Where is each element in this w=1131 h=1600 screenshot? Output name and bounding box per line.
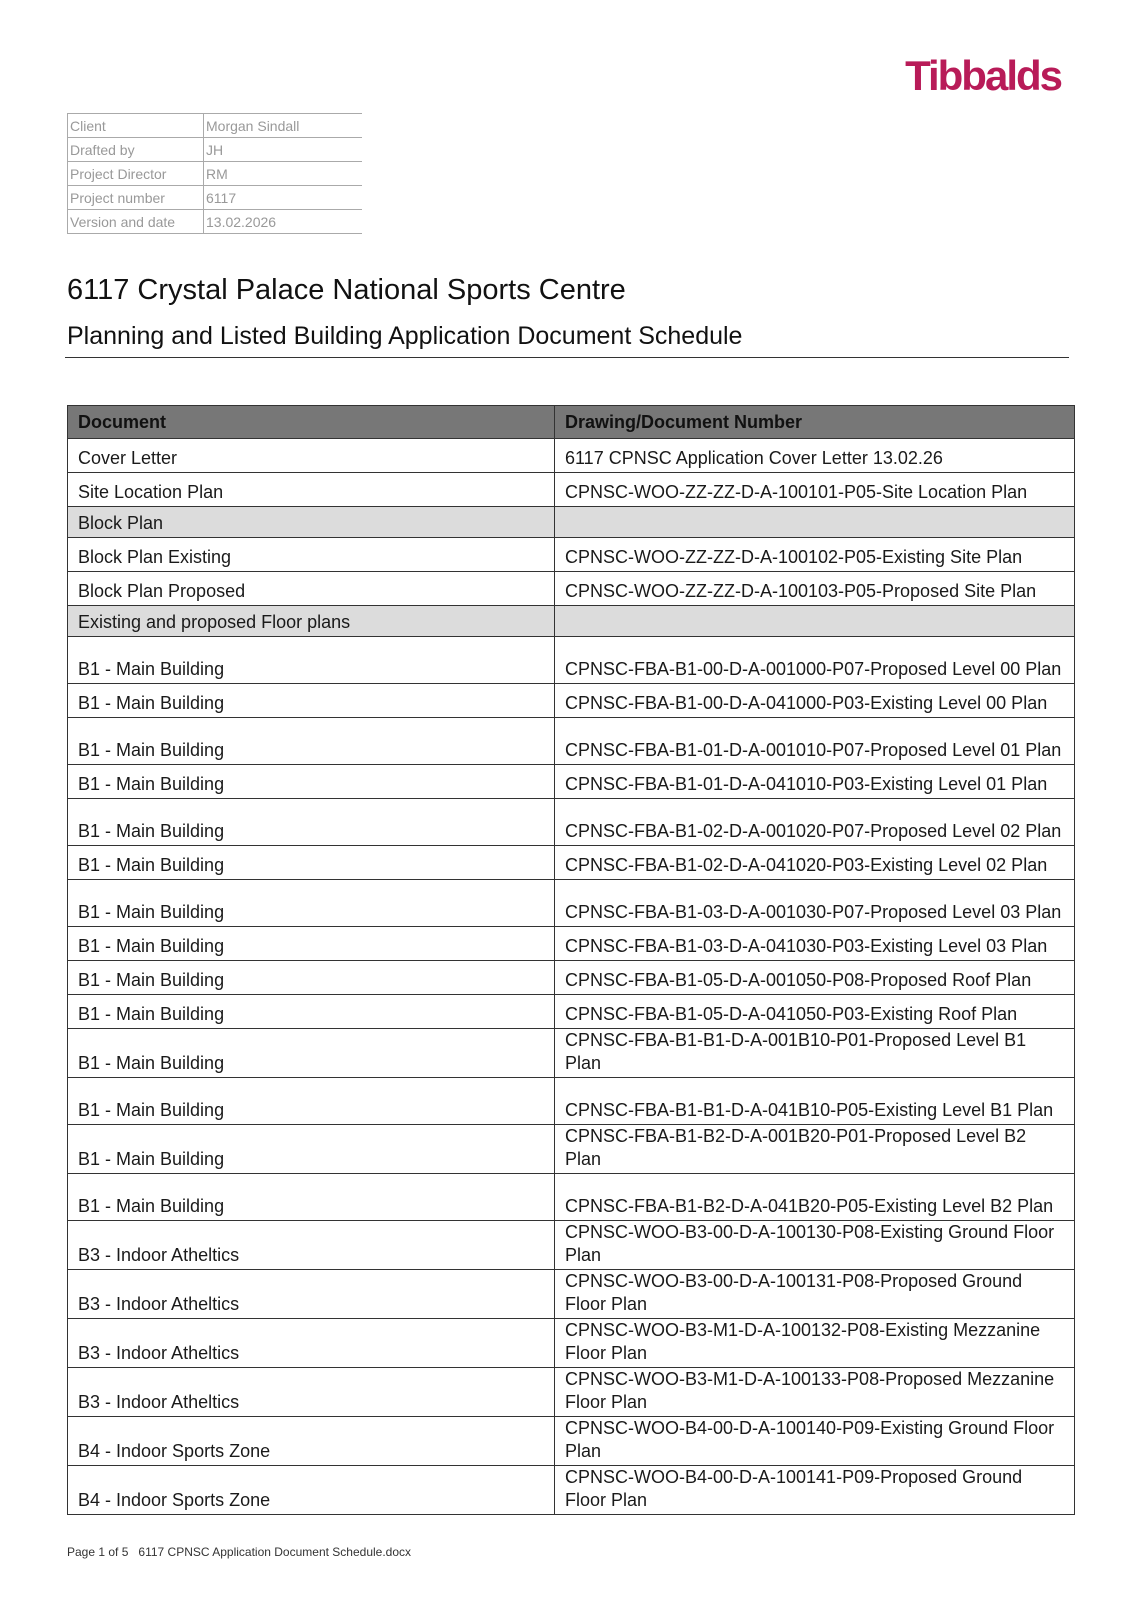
- table-row: [68, 473, 1075, 507]
- project-info-label: Drafted by: [68, 138, 204, 162]
- document-cell: Site Location Plan: [68, 473, 555, 507]
- document-cell: B1 - Main Building: [68, 995, 555, 1029]
- document-number-cell: CPNSC-WOO-ZZ-ZZ-D-A-100103-P05-Proposed Site Plan: [555, 572, 1075, 606]
- document-cell: B1 - Main Building: [68, 1029, 555, 1078]
- page-subtitle: Planning and Listed Building Application Document Schedule: [67, 322, 743, 350]
- project-info-label: Version and date: [68, 210, 204, 234]
- document-cell: B1 - Main Building: [68, 718, 555, 765]
- page-footer: [67, 1545, 411, 1559]
- column-header-number: Drawing/Document Number: [555, 406, 1075, 439]
- project-info-table: [67, 113, 362, 234]
- document-cell: B1 - Main Building: [68, 880, 555, 927]
- table-row: [68, 927, 1075, 961]
- document-cell: B1 - Main Building: [68, 1078, 555, 1125]
- title-divider: [65, 357, 1069, 358]
- document-number-cell: CPNSC-FBA-B1-B2-D-A-041B20-P05-Existing Level B2 Plan: [555, 1174, 1075, 1221]
- document-number-cell: [555, 507, 1075, 538]
- document-cell: B1 - Main Building: [68, 1174, 555, 1221]
- document-cell: Block Plan Proposed: [68, 572, 555, 606]
- table-row: [68, 1466, 1075, 1515]
- document-number-cell: CPNSC-FBA-B1-B1-D-A-001B10-P01-Proposed Level B1 Plan: [555, 1029, 1075, 1078]
- project-info-label: Client: [68, 114, 204, 138]
- project-info-value: 13.02.2026: [204, 210, 363, 234]
- document-number-cell: CPNSC-FBA-B1-05-D-A-001050-P08-Proposed Roof Plan: [555, 961, 1075, 995]
- column-header-document: Document: [68, 406, 555, 439]
- document-cell: B1 - Main Building: [68, 961, 555, 995]
- table-row: [68, 1221, 1075, 1270]
- table-row: [68, 1368, 1075, 1417]
- project-info-row: [68, 210, 363, 234]
- document-cell: Block Plan: [68, 507, 555, 538]
- project-info-row: [68, 162, 363, 186]
- document-cell: B1 - Main Building: [68, 637, 555, 684]
- table-row: [68, 1029, 1075, 1078]
- project-info-value: 6117: [204, 186, 363, 210]
- project-info-row: [68, 138, 363, 162]
- footer-page-number: Page 1 of 5: [67, 1545, 129, 1559]
- section-row: [68, 507, 1075, 538]
- document-number-cell: CPNSC-WOO-B3-M1-D-A-100132-P08-Existing Mezzanine Floor Plan: [555, 1319, 1075, 1368]
- table-row: [68, 846, 1075, 880]
- table-row: [68, 538, 1075, 572]
- table-row: [68, 439, 1075, 473]
- table-row: [68, 1078, 1075, 1125]
- document-number-cell: 6117 CPNSC Application Cover Letter 13.02.26: [555, 439, 1075, 473]
- project-info-label: Project number: [68, 186, 204, 210]
- document-cell: B3 - Indoor Atheltics: [68, 1270, 555, 1319]
- document-cell: B3 - Indoor Atheltics: [68, 1368, 555, 1417]
- project-info-row: [68, 186, 363, 210]
- document-cell: B3 - Indoor Atheltics: [68, 1319, 555, 1368]
- document-number-cell: CPNSC-FBA-B1-00-D-A-001000-P07-Proposed Level 00 Plan: [555, 637, 1075, 684]
- project-info-value: Morgan Sindall: [204, 114, 363, 138]
- document-cell: B4 - Indoor Sports Zone: [68, 1417, 555, 1466]
- document-cell: Existing and proposed Floor plans: [68, 606, 555, 637]
- document-number-cell: CPNSC-WOO-B4-00-D-A-100141-P09-Proposed Ground Floor Plan: [555, 1466, 1075, 1515]
- document-cell: B1 - Main Building: [68, 1125, 555, 1174]
- table-row: [68, 1270, 1075, 1319]
- document-number-cell: CPNSC-FBA-B1-00-D-A-041000-P03-Existing Level 00 Plan: [555, 684, 1075, 718]
- document-number-cell: CPNSC-WOO-B3-M1-D-A-100133-P08-Proposed Mezzanine Floor Plan: [555, 1368, 1075, 1417]
- document-number-cell: CPNSC-FBA-B1-02-D-A-001020-P07-Proposed Level 02 Plan: [555, 799, 1075, 846]
- table-row: [68, 765, 1075, 799]
- document-number-cell: CPNSC-WOO-B3-00-D-A-100131-P08-Proposed Ground Floor Plan: [555, 1270, 1075, 1319]
- document-cell: Block Plan Existing: [68, 538, 555, 572]
- footer-filename: 6117 CPNSC Application Document Schedule.docx: [138, 1545, 412, 1559]
- table-row: [68, 718, 1075, 765]
- project-info-row: [68, 114, 363, 138]
- document-number-cell: [555, 606, 1075, 637]
- table-row: [68, 1174, 1075, 1221]
- project-info-label: Project Director: [68, 162, 204, 186]
- document-number-cell: CPNSC-FBA-B1-B2-D-A-001B20-P01-Proposed Level B2 Plan: [555, 1125, 1075, 1174]
- document-number-cell: CPNSC-FBA-B1-03-D-A-041030-P03-Existing Level 03 Plan: [555, 927, 1075, 961]
- table-row: [68, 637, 1075, 684]
- document-number-cell: CPNSC-WOO-ZZ-ZZ-D-A-100102-P05-Existing Site Plan: [555, 538, 1075, 572]
- page-title: 6117 Crystal Palace National Sports Centre: [67, 274, 626, 306]
- project-info-value: RM: [204, 162, 363, 186]
- document-number-cell: CPNSC-WOO-ZZ-ZZ-D-A-100101-P05-Site Location Plan: [555, 473, 1075, 507]
- document-schedule-table: [67, 405, 1075, 1515]
- document-number-cell: CPNSC-WOO-B3-00-D-A-100130-P08-Existing Ground Floor Plan: [555, 1221, 1075, 1270]
- table-row: [68, 799, 1075, 846]
- document-cell: B3 - Indoor Atheltics: [68, 1221, 555, 1270]
- document-cell: B1 - Main Building: [68, 684, 555, 718]
- document-cell: B1 - Main Building: [68, 765, 555, 799]
- tibbalds-logo: Tibbalds: [905, 52, 1061, 99]
- document-number-cell: CPNSC-FBA-B1-B1-D-A-041B10-P05-Existing Level B1 Plan: [555, 1078, 1075, 1125]
- project-info-value: JH: [204, 138, 363, 162]
- document-number-cell: CPNSC-FBA-B1-02-D-A-041020-P03-Existing Level 02 Plan: [555, 846, 1075, 880]
- table-row: [68, 1125, 1075, 1174]
- section-row: [68, 606, 1075, 637]
- document-cell: B1 - Main Building: [68, 846, 555, 880]
- table-row: [68, 684, 1075, 718]
- table-row: [68, 961, 1075, 995]
- table-header-row: [68, 406, 1075, 439]
- table-row: [68, 1319, 1075, 1368]
- document-cell: B4 - Indoor Sports Zone: [68, 1466, 555, 1515]
- document-number-cell: CPNSC-FBA-B1-01-D-A-001010-P07-Proposed Level 01 Plan: [555, 718, 1075, 765]
- table-row: [68, 1417, 1075, 1466]
- document-number-cell: CPNSC-FBA-B1-03-D-A-001030-P07-Proposed Level 03 Plan: [555, 880, 1075, 927]
- document-number-cell: CPNSC-WOO-B4-00-D-A-100140-P09-Existing Ground Floor Plan: [555, 1417, 1075, 1466]
- document-cell: B1 - Main Building: [68, 799, 555, 846]
- table-row: [68, 572, 1075, 606]
- document-cell: Cover Letter: [68, 439, 555, 473]
- document-number-cell: CPNSC-FBA-B1-01-D-A-041010-P03-Existing Level 01 Plan: [555, 765, 1075, 799]
- table-row: [68, 995, 1075, 1029]
- document-cell: B1 - Main Building: [68, 927, 555, 961]
- document-number-cell: CPNSC-FBA-B1-05-D-A-041050-P03-Existing Roof Plan: [555, 995, 1075, 1029]
- table-row: [68, 880, 1075, 927]
